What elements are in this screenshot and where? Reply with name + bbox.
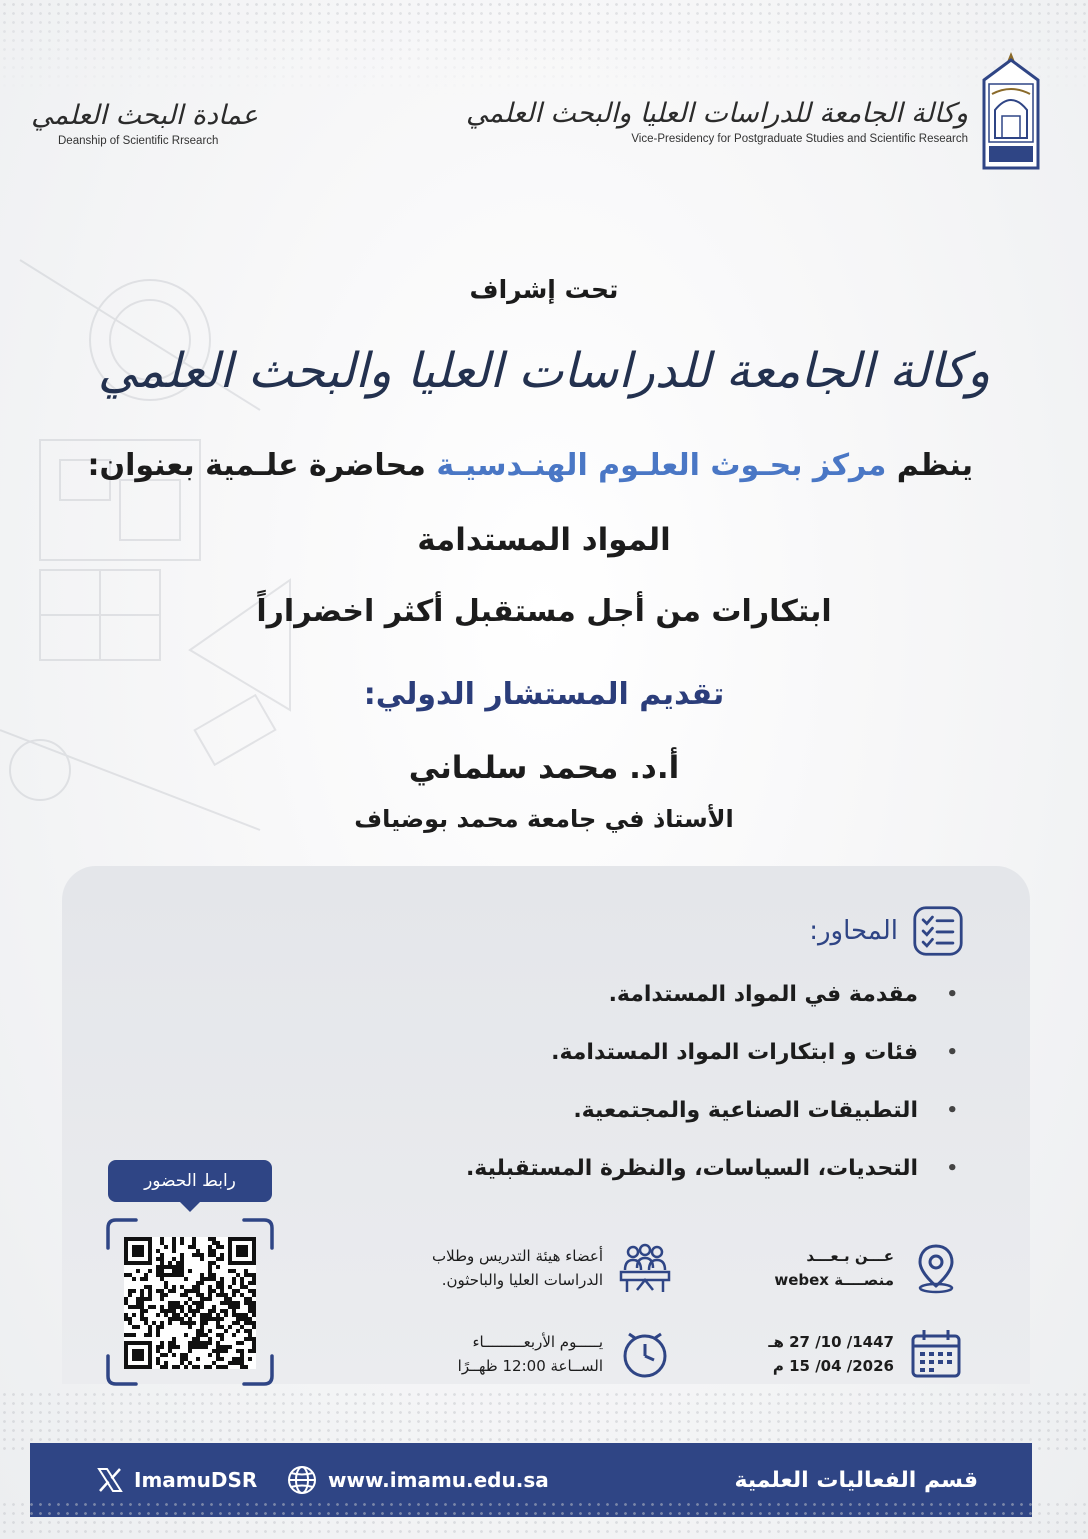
calendar-icon [908,1326,964,1382]
attendance-qr-code[interactable] [124,1237,256,1369]
clock-icon [617,1326,673,1382]
date-hijri: 1447/ 10/ 27 هـ [768,1333,894,1351]
x-logo-icon [96,1466,124,1494]
vice-presidency-calligraphy: وكالة الجامعة للدراسات العليا والبحث العلمي [97,343,991,399]
university-seal-icon [980,50,1042,170]
footer-handle-label: ImamuDSR [134,1468,258,1492]
organizes-pre: ينظم [896,448,973,483]
event-time: الســاعة 12:00 ظهــرًا [457,1357,603,1375]
mode-line2: منصــــة webex [774,1271,894,1289]
footer-social[interactable] [96,1462,257,1498]
location-pin-icon [908,1240,964,1296]
list-item: • التحديات، السياسات، والنظرة المستقبلية. [406,1149,966,1207]
list-item: • التطبيقات الصناعية والمجتمعية. [406,1091,966,1149]
halftone-top [0,0,1088,95]
footer-website[interactable] [286,1462,549,1498]
footer-department-label: قسم الفعاليات العلمية [734,1467,978,1493]
info-date [768,1326,964,1382]
footer-department [734,1462,978,1498]
info-time [458,1326,673,1382]
halftone-footer [0,1500,1088,1539]
presenter-affiliation: الأستاذ في جامعة محمد بوضياف [354,805,734,833]
event-day: يـــــوم الأربعـــــــــاء [472,1333,603,1351]
supervision-label: تحت إشراف [469,275,619,304]
halftone-bottom [0,1390,1088,1450]
axes-heading-label: المحاور: [809,916,898,946]
axes-heading [809,905,964,957]
organizes-post: محاضرة علـمية بعنوان: [87,448,426,483]
list-item: • فئات و ابتكارات المواد المستدامة. [406,1033,966,1091]
date-gregorian: 2026/ 04/ 15 م [772,1357,894,1375]
presenter-role: تقديم المستشار الدولي: [363,677,725,712]
vice-presidency-logo [466,98,968,145]
list-item: • مقدمة في المواد المستدامة. [406,975,966,1033]
organizer-name: مركز بحـوث العلـوم الهنـدسيـة [436,448,887,483]
deanship-logo-ar: عمادة البحث العلمي [31,100,258,131]
presenter-name: أ.د. محمد سلماني [408,750,680,786]
vice-presidency-logo-en: Vice-Presidency for Postgraduate Studies and Scientific Research [631,133,968,145]
audience-icon [617,1240,673,1296]
axes-list [406,975,966,1207]
vice-presidency-logo-ar: وكالة الجامعة للدراسات العليا والبحث العلمي [466,98,968,129]
footer-website-label: www.imamu.edu.sa [328,1468,549,1492]
globe-icon [286,1464,318,1496]
attendance-link-label: رابط الحضور [108,1160,272,1202]
list-check-icon [912,905,964,957]
deanship-logo [31,100,258,147]
lecture-title-line1: المواد المستدامة [417,522,671,558]
deanship-logo-en: Deanship of Scientific Rrsearch [58,135,219,147]
audience-line1: أعضاء هيئة التدريس وطلاب [432,1247,603,1265]
audience-line2: الدراسات العليا والباحثون. [441,1271,603,1289]
mode-line1: عـــن بـعـــد [806,1247,894,1265]
organizer-line [87,448,973,483]
info-mode [774,1240,964,1296]
info-audience [432,1240,673,1296]
lecture-title-line2: ابتكارات من أجل مستقبل أكثر اخضراراً [256,594,832,629]
